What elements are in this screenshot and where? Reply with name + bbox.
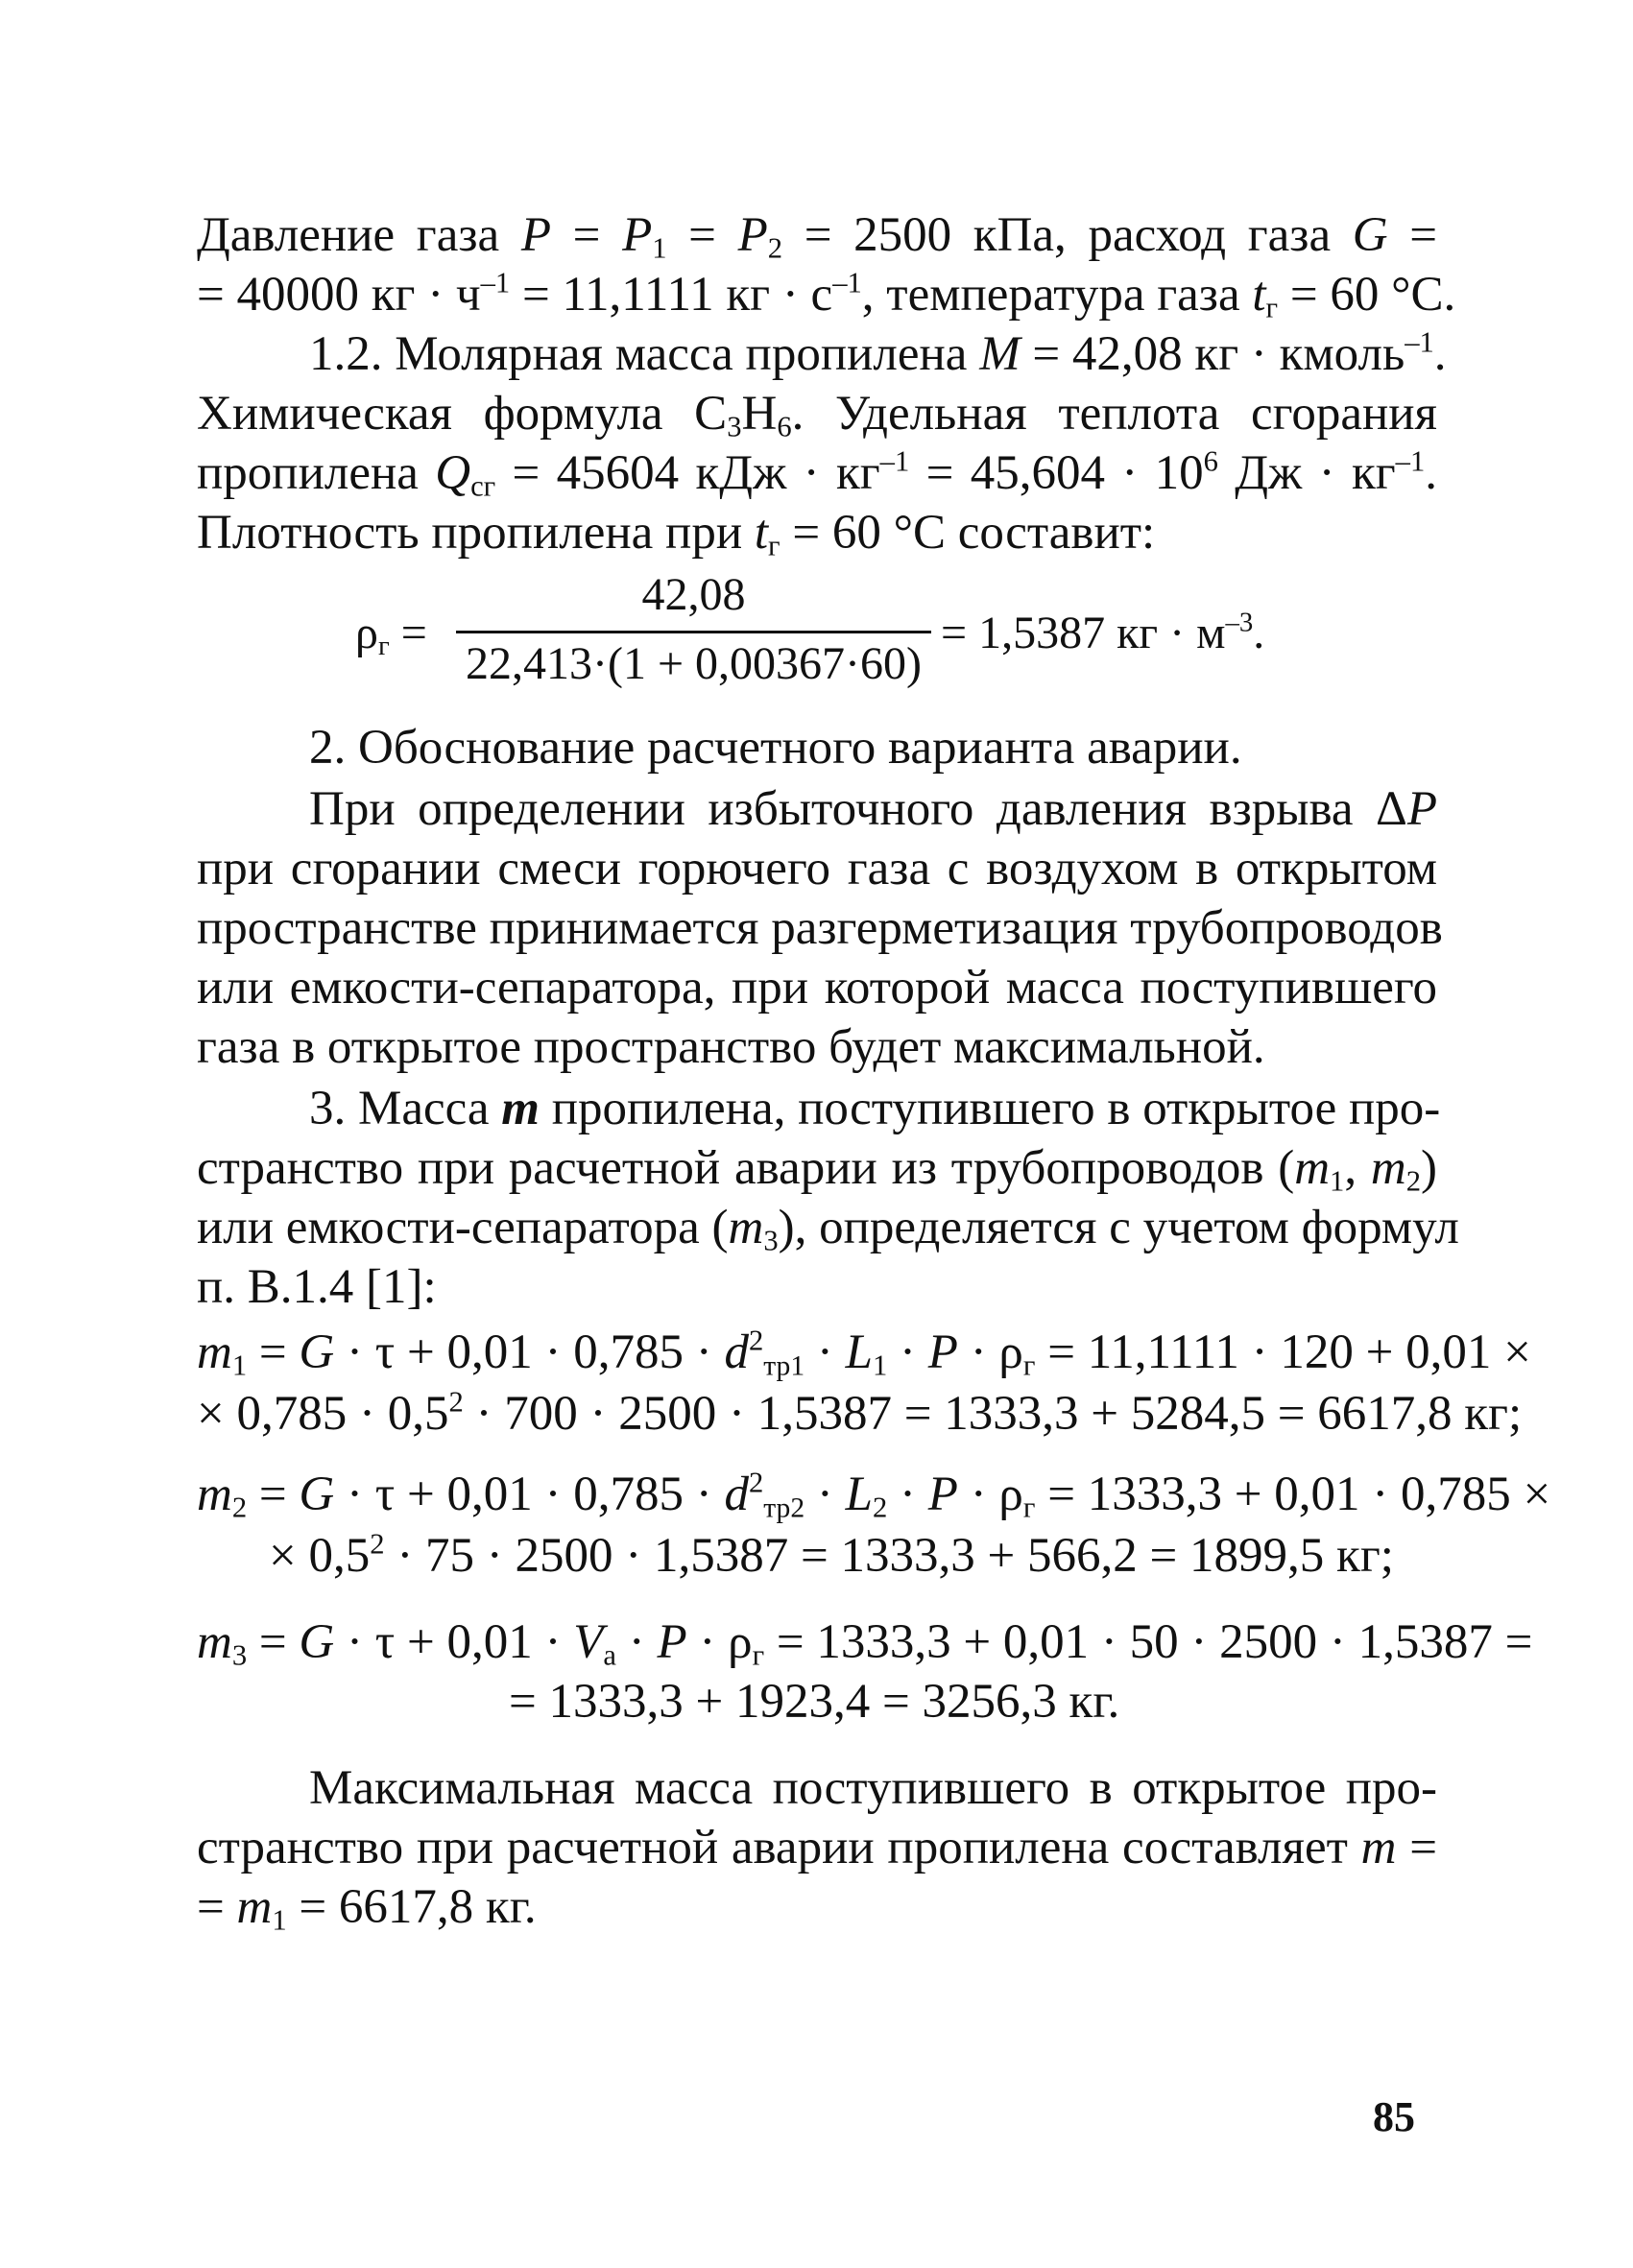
text-line-4: Химическая формула $С_3Н_6$. Удельная теплота сгорания [197,387,1437,443]
para3-line-1: 3. Масса m пропилена, поступившего в открытое про- [309,1082,1441,1135]
section-2-title: 2. Обоснование расчетного варианта аварии. [309,721,1242,775]
fraction-result: = 1,5387 кг · $м^{-3}$. [941,607,1265,658]
equation-m1-line-2: × $0,785 \cdot 0,5^2 \cdot 700 \cdot 2500 \cdot 1,5387 = 1333,3 + 5284,5 = 6617,8$ кг; [197,1385,1523,1441]
equation-m1-line-1: $m_1 = G \cdot \tau + 0,01 \cdot 0,785 \cdot d^2_{тр1} \cdot L_1 \cdot P \cdot \rho_г = 11,1111 \cdot 120 + 0,01$ × [197,1324,1531,1382]
text-line-3: 1.2. Молярная масса пропилена M = 42,08 кг · кмоль$^{-1}$. [309,325,1447,381]
text-line-2: = 40000 кг · $ч^{-1} = 11,1111$ кг · $с^{-1}$, температура газа $t_г = 60$ °С. [197,266,1456,324]
fraction-denominator: 22,413·(1 + 0,00367·60) [465,638,922,689]
para2-line-2: при сгорании смеси горючего газа с воздухом в открытом [197,842,1437,895]
fraction-bar [456,631,931,633]
equation-m3-line-2: = 1333,3 + 1923,4 = 3256,3 кг. [509,1675,1120,1729]
conclusion-line-3: = $m_1 = 6617,8$ кг. [197,1880,537,1937]
text-line-1: Давление газа $P = P_1 = P_2 = 2500$ кПа, расход газа G = [197,208,1438,265]
text-line-5: пропилена $Q_{сг} = 45604$ кДж · $кг^{-1} = 45,604 \cdot 10^6$ Дж · $кг^{-1}$. [197,444,1437,503]
text-line-6: Плотность пропилена при $t_г = 60$ °С составит: [197,506,1156,562]
density-formula [355,568,1315,703]
conclusion-line-1: Максимальная масса поступившего в открытое про- [309,1761,1437,1815]
para2-line-4: или емкости-сепаратора, при которой масса поступившего [197,961,1437,1015]
conclusion-line-2: странство при расчетной аварии пропилена составляет m = [197,1821,1437,1874]
equation-m2-line-2: × $0,5^2 \cdot 75 \cdot 2500 \cdot 1,5387 = 1333,3 + 566,2 = 1899,5$ кг; [269,1527,1394,1583]
para3-line-2: странство при расчетной аварии из трубопроводов ($m_1$, $m_2$) [197,1141,1437,1198]
equation-m3-line-1: $m_3 = G \cdot \tau + 0,01 \cdot V_а \cdot P \cdot \rho_г = 1333,3 + 0,01 \cdot 50 \cdot 2500 \cdot 1,5387$ = [197,1615,1533,1672]
page-number: 85 [1373,2093,1415,2140]
equation-m2-line-1: $m_2 = G \cdot \tau + 0,01 \cdot 0,785 \cdot d^2_{тр2} \cdot L_2 \cdot P \cdot \rho_г = 1333,3 + 0,01 \cdot 0,785$ × [197,1466,1551,1524]
para3-line-3: или емкости-сепаратора $(m_3)$, определяется с учетом формул [197,1201,1459,1257]
density-lhs: $\rho_г$ = [355,608,427,662]
fraction-numerator: 42,08 [641,569,746,620]
para2-line-3: пространстве принимается разгерметизация трубопроводов [197,901,1443,955]
para3-line-4: п. В.1.4 [1]: [197,1260,437,1314]
para2-line-1: При определении избыточного давления взрыва ΔP [309,782,1437,836]
para2-line-5: газа в открытое пространство будет максимальной. [197,1020,1265,1074]
